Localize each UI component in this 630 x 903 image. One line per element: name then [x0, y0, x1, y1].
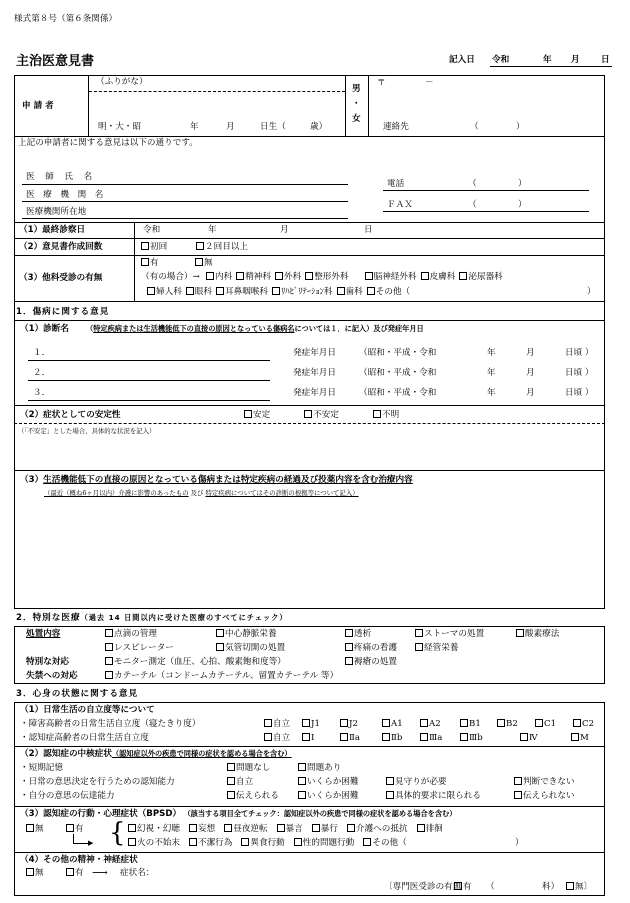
diagnosis-number: ２．	[33, 368, 51, 378]
bpsd-no[interactable]: 無	[26, 824, 44, 834]
core-option[interactable]: 自立	[227, 777, 253, 787]
dept-option[interactable]: 内科	[206, 272, 232, 282]
birth-era: 明・大・昭	[98, 122, 141, 132]
adl-bedridden-option[interactable]: B2	[497, 719, 518, 729]
adl-bedridden-option[interactable]: C2	[573, 719, 594, 729]
care-option[interactable]: モニター測定（血圧、心拍、酸素飽和度等）	[105, 657, 286, 667]
care-option[interactable]: 経管栄養	[415, 643, 458, 653]
sex-male: 男	[352, 84, 361, 94]
other-dept-no[interactable]: 無	[195, 258, 213, 268]
adl-dementia-option[interactable]: M	[571, 733, 589, 743]
other-dept-yes[interactable]: 有	[141, 258, 159, 268]
bpsd-option[interactable]: 幻視・幻聴	[128, 824, 180, 834]
adl-bedridden-option[interactable]: B1	[460, 719, 481, 729]
onset-year: 年	[487, 348, 496, 358]
furigana-label: （ふりがな）	[96, 77, 148, 87]
core-option[interactable]: 問題なし	[227, 763, 270, 773]
doctor-name-label: 医 師 氏 名	[26, 172, 94, 182]
care-option[interactable]: 点滴の管理	[105, 629, 157, 639]
contact-label: 連絡先	[383, 122, 409, 132]
applicant-label: 申 請 者	[22, 101, 54, 111]
dept-option[interactable]: ﾘﾊﾋﾞﾘﾃｰｼｮﾝ科	[272, 287, 333, 297]
form-number: 様式第８号（第６条関係）	[14, 14, 118, 24]
dept-option[interactable]: 泌尿器科	[459, 272, 502, 282]
core-option[interactable]: 伝えられない	[514, 791, 575, 801]
onset-day: 日頃 ）	[565, 368, 594, 378]
bpsd-option[interactable]: 妄想	[189, 824, 215, 834]
dept-option[interactable]: 歯科	[337, 287, 363, 297]
bpsd-option[interactable]: 暴言	[277, 824, 303, 834]
adl-dementia-option[interactable]: Ⅰ	[302, 733, 314, 743]
core-row-label: ・短期記憶	[20, 763, 63, 773]
dept-option[interactable]: 婦人科	[147, 287, 182, 297]
incontinence-label: 失禁への対応	[26, 671, 78, 681]
specialist-yes[interactable]: 有	[454, 882, 472, 892]
care-option[interactable]: 透析	[345, 629, 371, 639]
agreement-text: 上記の申請者に関する意見は以下の通りです。	[18, 138, 198, 148]
diagnosis-label: （1）診断名	[20, 324, 69, 334]
specialist-no[interactable]: 無〕	[566, 882, 592, 892]
core-option[interactable]: 問題あり	[298, 763, 341, 773]
adl-dementia-option[interactable]: Ⅲb	[460, 733, 483, 743]
adl-dementia-option[interactable]: 自立	[264, 733, 290, 743]
core-row-label: ・自分の意思の伝達能力	[20, 791, 115, 801]
phone-label: 電話	[387, 179, 405, 189]
address-label: 医療機関所在地	[26, 207, 87, 217]
adl-bedridden-option[interactable]: A1	[382, 719, 403, 729]
core-row-label: ・日常の意思決定を行うための認知能力	[20, 777, 175, 787]
adl-dementia-option[interactable]: Ⅱb	[382, 733, 402, 743]
dept-option[interactable]: 外科	[275, 272, 301, 282]
stability-note: （「不安定」とした場合、具体的な状況を記入）	[18, 427, 156, 435]
core-option[interactable]: 伝えられる	[227, 791, 279, 801]
sex-female: 女	[352, 114, 361, 124]
stability-option[interactable]: 不明	[373, 410, 399, 420]
core-option[interactable]: いくらか困難	[298, 791, 359, 801]
onset-label: 発症年月日	[293, 388, 336, 398]
onset-month: 月	[526, 368, 535, 378]
dept-option[interactable]: 脳神経外科	[365, 272, 417, 282]
core-option[interactable]: 判断できない	[514, 777, 575, 787]
procedure-label: 処置内容	[26, 629, 61, 639]
dept-option[interactable]: 眼科	[186, 287, 212, 297]
bpsd-option[interactable]: 介護への抵抗	[347, 824, 408, 834]
dept-option[interactable]: 精神科	[236, 272, 271, 282]
care-option[interactable]: ストーマの処置	[415, 629, 484, 639]
opinion-count-label: （2）意見書作成回数	[19, 242, 103, 252]
fax-label: ＦＡＸ	[387, 200, 413, 210]
bpsd-option[interactable]: その他（	[363, 838, 406, 848]
care-option[interactable]: 気管切開の処置	[216, 643, 285, 653]
adl-dementia-option[interactable]: Ⅳ	[520, 733, 538, 743]
institution-label: 医 療 機 関 名	[26, 190, 104, 200]
other-dept-label: （3）他科受診の有無	[19, 273, 103, 283]
care-option[interactable]: 褥瘡の処置	[345, 657, 397, 667]
stability-options	[244, 410, 433, 420]
bpsd-line2	[128, 838, 416, 848]
page-title: 主治医意見書	[16, 54, 95, 69]
diagnosis-number: ３．	[33, 388, 51, 398]
adl-dementia-option[interactable]: Ⅲa	[420, 733, 442, 743]
form-frame	[14, 75, 605, 609]
bpsd-option[interactable]: 不潔行為	[189, 838, 232, 848]
care-option[interactable]: カテーテル（コンドームカテーテル、留置カテーテル 等）	[105, 671, 338, 681]
symptom-name-label: 症状名：	[120, 868, 155, 878]
bpsd-option[interactable]: 性的問題行動	[294, 838, 355, 848]
onset-month: 月	[526, 348, 535, 358]
onset-month: 月	[526, 388, 535, 398]
adl-bedridden-option[interactable]: J1	[302, 719, 320, 729]
dept-line2	[147, 287, 414, 297]
section1-title: 1．傷病に関する意見	[16, 307, 110, 317]
special-label: 特別な対応	[26, 657, 69, 667]
adl-bedridden-option[interactable]: 自立	[264, 719, 290, 729]
care-option[interactable]: 中心静脈栄養	[216, 629, 277, 639]
bpsd-option[interactable]: 異食行動	[241, 838, 284, 848]
bpsd-option[interactable]: 火の不始末	[128, 838, 180, 848]
bpsd-title: （3）認知症の行動・心理症状（BPSD） （該当する項目全てチェック：認知症以外の疾患で同様の症状を認める場合を含む）	[20, 809, 457, 819]
bpsd-option[interactable]: 暴行	[312, 824, 338, 834]
diagnosis-number: １．	[33, 348, 51, 358]
dept-option[interactable]: 整形外科	[305, 272, 348, 282]
adl-dementia-option[interactable]: Ⅱa	[340, 733, 360, 743]
diagnosis-note: （特定疾病または生活機能低下の直接の原因となっている傷病名については１．に記入）及び発症年月日	[86, 324, 424, 333]
onset-era: （昭和・平成・令和	[359, 348, 437, 358]
onset-era: （昭和・平成・令和	[359, 368, 437, 378]
bpsd-yes[interactable]: 有	[66, 824, 84, 834]
last-exam-label: （1）最終診察日	[19, 225, 86, 235]
adl-title: （1）日常生活の自立度等について	[20, 705, 155, 715]
care-option[interactable]: レスピレーター	[105, 643, 174, 653]
care-option[interactable]: 疼痛の看護	[345, 643, 397, 653]
count-second-option[interactable]: ２回目以上	[196, 242, 248, 252]
count-first-option[interactable]: 初回	[141, 242, 167, 252]
adl-bedridden-option[interactable]: J2	[340, 719, 358, 729]
onset-label: 発症年月日	[293, 348, 336, 358]
core-option[interactable]: 見守りが必要	[386, 777, 447, 787]
stability-option[interactable]: 不安定	[304, 410, 339, 420]
core-title: （2）認知症の中核症状（認知症以外の疾患で同様の症状を認める場合を含む）	[20, 749, 292, 759]
dept-option[interactable]: 耳鼻咽喉科	[216, 287, 268, 297]
dept-option[interactable]: その他（	[367, 287, 410, 297]
core-option[interactable]: 具体的要求に限られる	[386, 791, 481, 801]
other-symptoms-title: （4）その他の精神・神経症状	[20, 855, 138, 865]
section2-title: 2．特別な医療（過去 14 日間以内に受けた医療のすべてにチェック）	[16, 613, 288, 623]
postal-mark: 〒	[377, 78, 386, 88]
dept-line1	[206, 272, 507, 282]
onset-label: 発症年月日	[293, 368, 336, 378]
onset-era: （昭和・平成・令和	[359, 388, 437, 398]
bpsd-option[interactable]: 徘徊	[417, 824, 443, 834]
specialist-label: 〔専門医受診の有無	[384, 882, 462, 892]
stability-option[interactable]: 安定	[244, 410, 270, 420]
adl-bedridden-option[interactable]: A2	[420, 719, 441, 729]
other-symptoms-no[interactable]: 無	[26, 868, 44, 878]
care-option[interactable]: 酸素療法	[516, 629, 559, 639]
bpsd-line1	[128, 824, 452, 834]
onset-year: 年	[487, 368, 496, 378]
bpsd-option[interactable]: 昼夜逆転	[224, 824, 267, 834]
treatment-note: （最近（概ね6ヶ月以内）介護に影響のあったもの 及び 特定疾病についてはその診断の根拠等について記入）	[44, 489, 359, 497]
onset-day: 日頃 ）	[565, 388, 594, 398]
adl-bedridden-option[interactable]: C1	[535, 719, 556, 729]
onset-day: 日頃 ）	[565, 348, 594, 358]
core-option[interactable]: いくらか困難	[298, 777, 359, 787]
dept-option[interactable]: 皮膚科	[421, 272, 456, 282]
onset-year: 年	[487, 388, 496, 398]
section3-title: 3．心身の状態に関する意見	[16, 689, 139, 699]
stability-label: （2）症状としての安定性	[20, 410, 121, 420]
treatment-label: （3）生活機能低下の直接の原因となっている傷病または特定疾病の経過及び投薬内容を含む治療内容	[20, 475, 413, 485]
opinion-form: 様式第８号（第６条関係） 主治医意見書 記入日 令和 年 月 日 申 請 者 （ふりがな） 明・大・昭 年 月 日生（ 歳） 男 ・ 女 〒 － 連絡先 （ ） 上記の申請者に関する意見は以下の通りです。 医 師 氏 名 医 療 機 関 名 医療機関所在地 電話 （ ） ＦＡＸ （ ） （1）最終診察日 令和 年 月 日 （2）意見書作成回数 初回 ２回目以上 （3）他科受診の有無 有 無 （有の場合）→ 内科 精神科 外科 整形外科 脳神経外科 皮膚科 泌尿器科 婦人科 眼科 耳鼻咽喉科 ﾘﾊﾋﾞﾘﾃｰｼｮﾝ科 歯科 その他（ ） 1．傷病に関する意見 （1）診断名 （特定疾病または生活機能低下の直接の原因となっている傷病名については１．に記入）及び発症年月日 １． 発症年月日 （昭和・平成・令和 年 月 日頃 ） ２． 発症年月日 （昭和・平成・令和 年 月 日頃 ） ３． 発症年月日 （昭和・平成・令和 年 月 日頃 ） （2）症状としての安定性 安定 不安定 不明 （「不安定」とした場合、具体的な状況を記入） （3）生活機能低下の直接の原因となっている傷病または特定疾病の経過及び投薬内容を含む治療内容 （最近（概ね6ヶ月以内）介護に影響のあったもの 及び 特定疾病についてはその診断の根拠等について記入） 2．特別な医療（過去 14 日間以内に受けた医療のすべてにチェック） 処置内容 特別な対応 失禁への対応 点滴の管理 中心静脈栄養 透析 ストーマの処置 酸素療法 レスピレーター 気管切開の処置 疼痛の看護 経管栄養 モニター測定（血圧、心拍、酸素飽和度等） 褥瘡の処置 カテーテル（コンドームカテーテル、留置カテーテル 等） 3．心身の状態に関する意見 （1）日常生活の自立度等について ・障害高齢者の日常生活自立度（寝たきり度） ・認知症高齢者の日常生活自立度 自立 J1 J2 A1 A2 B1 B2 C1 C2 自立 Ⅰ Ⅱa Ⅱb Ⅲa Ⅲb Ⅳ M （2）認知症の中核症状（認知症以外の疾患で同様の症状を認める場合を含む） ・短期記憶 問題なし 問題あり ・日常の意思決定を行うための認知能力 自立 いくらか困難 見守りが必要 判断できない ・自分の意思の伝達能力 伝えられる いくらか困難 具体的要求に限られる 伝えられない （3）認知症の行動・心理症状（BPSD） （該当する項目全てチェック：認知症以外の疾患で同様の症状を認める場合を含む） 無 有 ▶ { 幻視・幻聴 妄想 昼夜逆転 暴言 暴行 介護への抵抗 徘徊 火の不始末 不潔行為 異食行動 性的問題行動 その他（ ） （4）その他の精神・神経症状 無 有 ⟶ 症状名： 〔専門医受診の有無 有 （ 科） 無〕	[0, 0, 630, 903]
other-symptoms-yes[interactable]: 有	[66, 868, 84, 878]
